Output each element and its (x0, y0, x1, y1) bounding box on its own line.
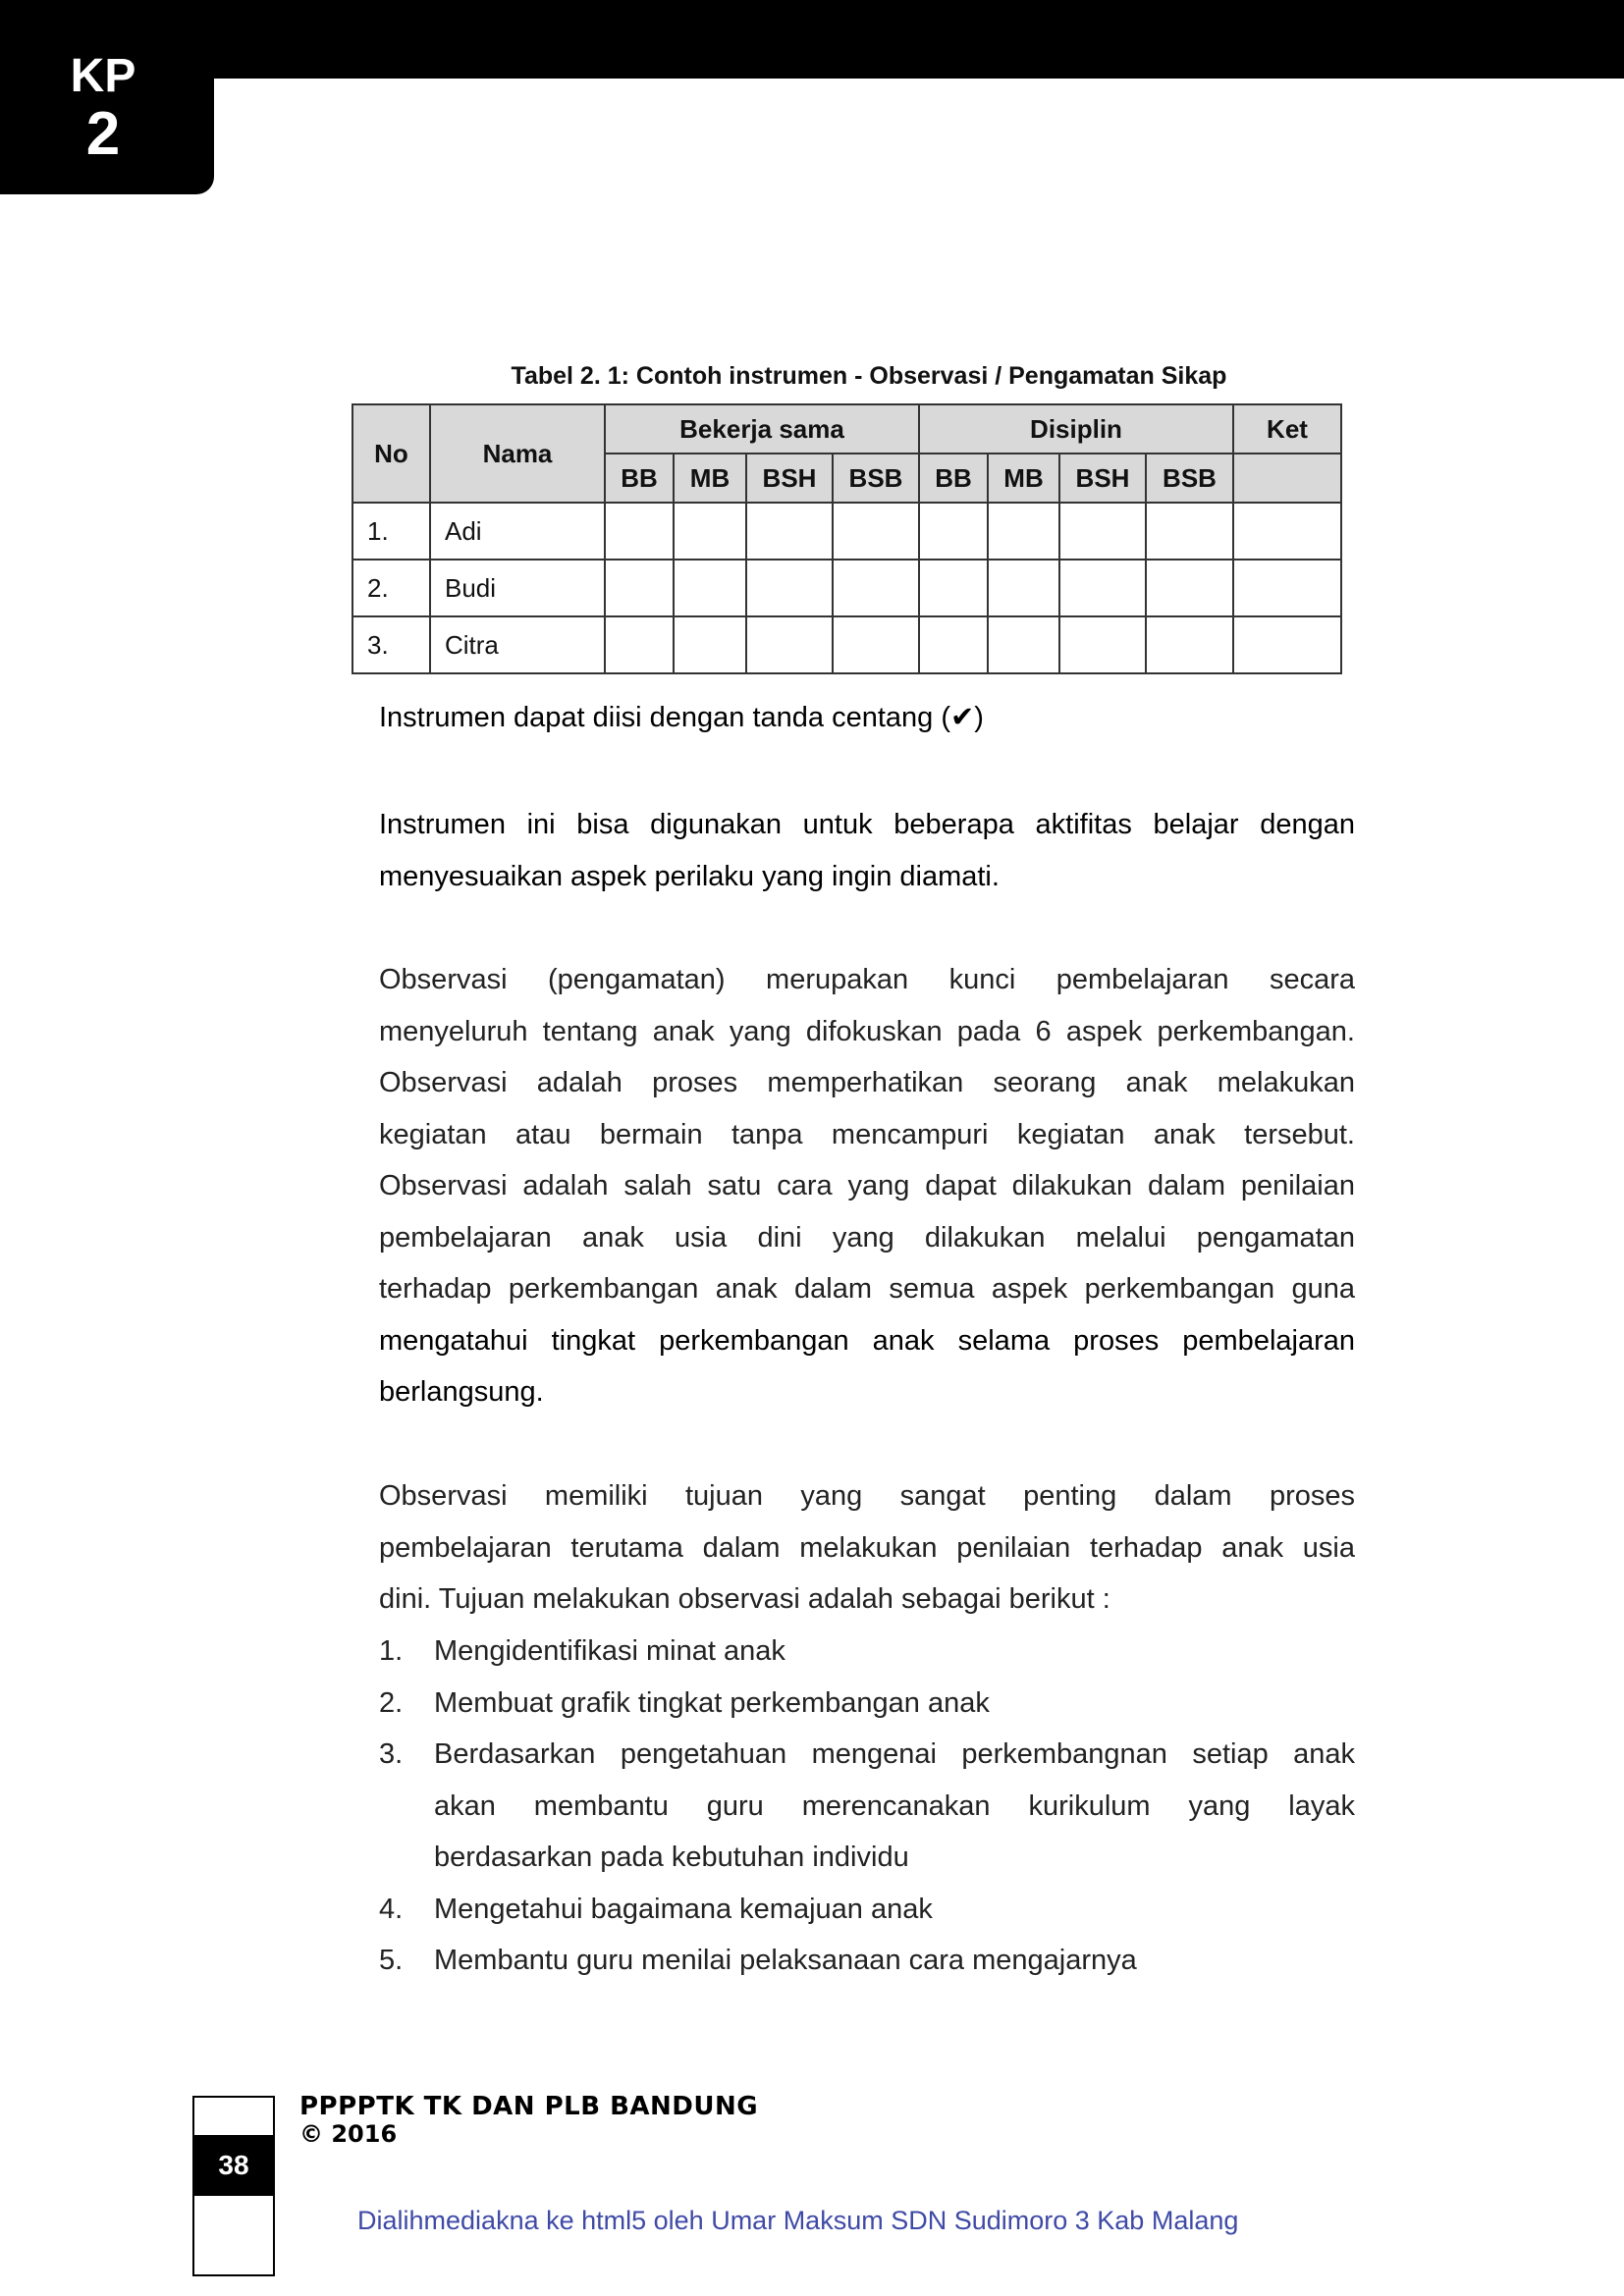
subheader-bb: BB (919, 454, 988, 503)
observation-table (352, 403, 1342, 674)
header-nama: Nama (430, 404, 605, 503)
empty-cell (833, 503, 919, 560)
empty-cell (833, 560, 919, 616)
header-bekerja-sama: Bekerja sama (605, 404, 919, 454)
list-item (379, 1678, 1355, 1730)
list-item-number: 3. (379, 1738, 404, 1770)
list-item-number: 1. (379, 1635, 404, 1667)
footer-page-box-top (192, 2096, 275, 2135)
top-header-bar (0, 0, 1624, 79)
list-item (379, 1884, 1355, 1936)
empty-cell (1233, 616, 1341, 673)
paragraph-line: pembelajaran anak usia dini yang dilakukan melalui pengamatan (379, 1221, 1355, 1254)
list-item-text: Mengidentifikasi minat anak (434, 1635, 785, 1667)
list-item-text: berdasarkan pada kebutuhan individu (434, 1842, 909, 1873)
empty-cell (674, 616, 746, 673)
paragraph-line: Observasi adalah salah satu cara yang dapat dilakukan dalam penilaian (379, 1170, 1355, 1201)
table-caption: Tabel 2. 1: Contoh instrumen - Observasi / Pengamatan Sikap (511, 362, 1227, 390)
row-number: 2. (352, 560, 430, 616)
chapter-badge-label: KP (70, 50, 136, 102)
empty-cell (1059, 503, 1146, 560)
empty-cell (988, 616, 1059, 673)
subheader-mb: MB (988, 454, 1059, 503)
empty-cell (605, 560, 674, 616)
list-item-text: Membantu guru menilai pelaksanaan cara mengajarnya (434, 1945, 1137, 1976)
empty-cell (1233, 560, 1341, 616)
empty-cell (674, 560, 746, 616)
empty-cell (1146, 560, 1233, 616)
paragraph-line: menyeluruh tentang anak yang difokuskan pada 6 aspek perkembangan. (379, 1015, 1355, 1047)
paragraph-line: Instrumen ini bisa digunakan untuk beberapa aktifitas belajar dengan (379, 809, 1355, 840)
footer-organization: PPPPTK TK DAN PLB BANDUNG (299, 2092, 759, 2121)
header-disiplin: Disiplin (919, 404, 1233, 454)
row-number: 1. (352, 503, 430, 560)
chapter-badge (0, 0, 214, 194)
subheader-mb: MB (674, 454, 746, 503)
subheader-bsb: BSB (833, 454, 919, 503)
empty-cell (1059, 560, 1146, 616)
paragraph-line: mengatahui tingkat perkembangan anak selama proses pembelajaran (379, 1324, 1355, 1357)
empty-cell (605, 616, 674, 673)
paragraph-tujuan (379, 1470, 1355, 1626)
subheader-bsb: BSB (1146, 454, 1233, 503)
chapter-badge-number: 2 (85, 100, 121, 168)
empty-cell (1146, 503, 1233, 560)
empty-cell (919, 560, 988, 616)
row-name: Budi (430, 560, 605, 616)
empty-cell (605, 503, 674, 560)
paragraph-line: dini. Tujuan melakukan observasi adalah sebagai berikut : (379, 1583, 1110, 1615)
paragraph-observasi (379, 954, 1355, 1418)
row-name: Citra (430, 616, 605, 673)
empty-cell (833, 616, 919, 673)
list-item (379, 1729, 1355, 1884)
row-name: Adi (430, 503, 605, 560)
paragraph-line: kegiatan atau bermain tanpa mencampuri kegiatan anak tersebut. (379, 1118, 1355, 1150)
empty-cell (919, 503, 988, 560)
empty-cell (1233, 503, 1341, 560)
header-no: No (352, 404, 430, 503)
objectives-list (379, 1626, 1355, 1987)
empty-cell (1146, 616, 1233, 673)
paragraph-line: Observasi memiliki tujuan yang sangat penting dalam proses (379, 1480, 1355, 1512)
table-header-row (352, 404, 1341, 454)
page-number: 38 (192, 2135, 275, 2196)
table-row (352, 560, 1341, 616)
footer-credit: Dialihmediakna ke html5 oleh Umar Maksum SDN Sudimoro 3 Kab Malang (357, 2206, 1239, 2235)
list-item-text: Berdasarkan pengetahuan mengenai perkembangnan setiap anak (434, 1738, 1355, 1770)
list-item-text: Mengetahui bagaimana kemajuan anak (434, 1893, 933, 1925)
empty-cell (988, 503, 1059, 560)
empty-cell (746, 560, 833, 616)
header-ket: Ket (1233, 404, 1341, 454)
paragraph-line: berlangsung. (379, 1376, 544, 1408)
empty-cell (746, 616, 833, 673)
subheader-bsh: BSH (1059, 454, 1146, 503)
paragraph-line: Observasi adalah proses memperhatikan seorang anak melakukan (379, 1067, 1355, 1098)
empty-cell (1059, 616, 1146, 673)
list-item (379, 1935, 1355, 1987)
list-item-number: 4. (379, 1893, 404, 1925)
list-item-text: Membuat grafik tingkat perkembangan anak (434, 1686, 990, 1719)
row-number: 3. (352, 616, 430, 673)
table-row (352, 616, 1341, 673)
list-item-number: 2. (379, 1686, 404, 1719)
empty-cell (919, 616, 988, 673)
paragraph-line: menyesuaikan aspek perilaku yang ingin diamati. (379, 860, 1000, 892)
empty-cell (746, 503, 833, 560)
empty-cell (674, 503, 746, 560)
list-item-number: 5. (379, 1945, 404, 1976)
empty-cell (988, 560, 1059, 616)
paragraph-line: terhadap perkembangan anak dalam semua aspek perkembangan guna (379, 1273, 1355, 1305)
footer-page-box-bottom (192, 2196, 275, 2276)
paragraph-instruction: Instrumen dapat diisi dengan tanda centang (✔) (379, 702, 984, 733)
footer-copyright: © 2016 (299, 2120, 398, 2148)
subheader-bb: BB (605, 454, 674, 503)
table-row (352, 503, 1341, 560)
paragraph-line: Observasi (pengamatan) merupakan kunci pembelajaran secara (379, 964, 1355, 995)
subheader-ket-empty (1233, 454, 1341, 503)
list-item-text: akan membantu guru merencanakan kurikulum yang layak (434, 1789, 1355, 1822)
subheader-bsh: BSH (746, 454, 833, 503)
paragraph-line: pembelajaran terutama dalam melakukan penilaian terhadap anak usia (379, 1531, 1355, 1564)
paragraph-usage (379, 799, 1355, 902)
list-item (379, 1626, 1355, 1678)
